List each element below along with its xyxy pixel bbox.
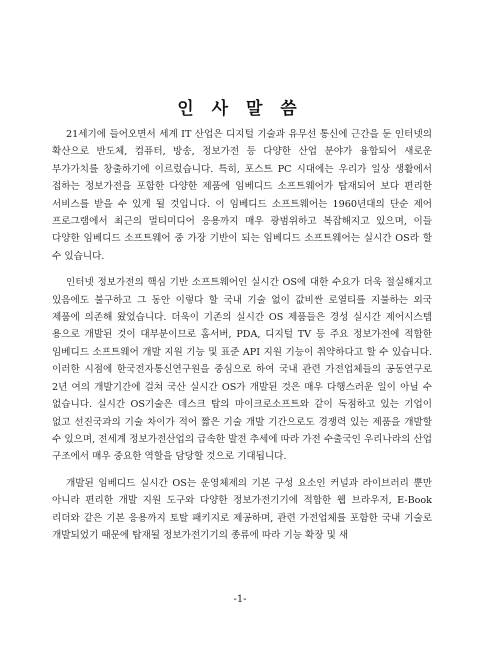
page-title: 인 사 말 씀 xyxy=(177,99,303,119)
paragraph-3: 개발된 임베디드 실시간 OS는 운영체제의 기본 구성 요소인 커널과 라이브러리 뿐만 아니라 편리한 개발 지원 도구와 다양한 정보가전기기에 적합한 웹 브라우저, E-Book 리더와 같은 기본 응용까지 토탈 패키지로 제공하며, 관련 가전업체를 포함한 국내 기술로 개발되었기 때문에 탑재될 정보가전기기의 종류에 따라 기능 확장 및 새 xyxy=(52,477,432,541)
document-body xyxy=(52,126,432,553)
paragraph-1: 21세기에 들어오면서 세계 IT 산업은 디지털 기술과 유무선 통신에 근간을 둔 인터넷의 확산으로 반도체, 컴퓨터, 방송, 정보가전 등 다양한 산업 분야가 융합되어 새로운 부가가치를 창출하기에 이르렀습니다. 특히, 포스트 PC 시대에는 우리가 일상 생활에서 접하는 정보가전을 포함한 다양한 제품에 임베디드 소프트웨어가 탑재되어 보다 편리한 서비스를 받을 수 있게 될 것입니다. 이 임베디드 소프트웨어는 1960년대의 단순 제어 프로그램에서 최근의 멀티미디어 응용까지 매우 광범위하고 복잡해지고 있으며, 이들 다양한 임베디드 소프트웨어 중 가장 기반이 되는 임베디드 소프트웨어는 실시간 OS라 할 수 있습니다. xyxy=(52,129,432,262)
page-number: -1- xyxy=(233,594,247,605)
paragraph-2: 인터넷 정보가전의 핵심 기반 소프트웨어인 실시간 OS에 대한 수요가 더욱 절실해지고 있음에도 불구하고 그 동안 이렇다 할 국내 기술 없이 값비싼 로열티를 지불하는 외국 제품에 의존해 왔었습니다. 더욱이 기존의 실시간 OS 제품들은 경성 실시간 제어시스템 용으로 개발된 것이 대부분이므로 홈서버, PDA, 디지털 TV 등 주요 정보가전에 적합한 임베디드 소프트웨어 개발 지원 기능 및 표준 API 지원 기능이 취약하다고 할 수 있습니다. 이러한 시점에 한국전자통신연구원을 중심으로 하여 국내 관련 가전업체들의 공동연구로 2년 여의 개발기간에 걸쳐 국산 실시간 OS가 개발된 것은 매우 다행스러운 일이 아닐 수 없습니다. 실시간 OS기술은 데스크 탑의 마이크로소프트와 같이 독점하고 있는 기업이 없고 선진국과의 기술 차이가 적어 짧은 기술 개발 기간으로도 경쟁력 있는 제품을 개발할 수 있으며, 전세계 정보가전산업의 급속한 발전 추세에 따라 가전 수출국인 우리나라의 산업 구조에서 매우 중요한 역할을 담당할 것으로 기대됩니다. xyxy=(52,277,432,463)
